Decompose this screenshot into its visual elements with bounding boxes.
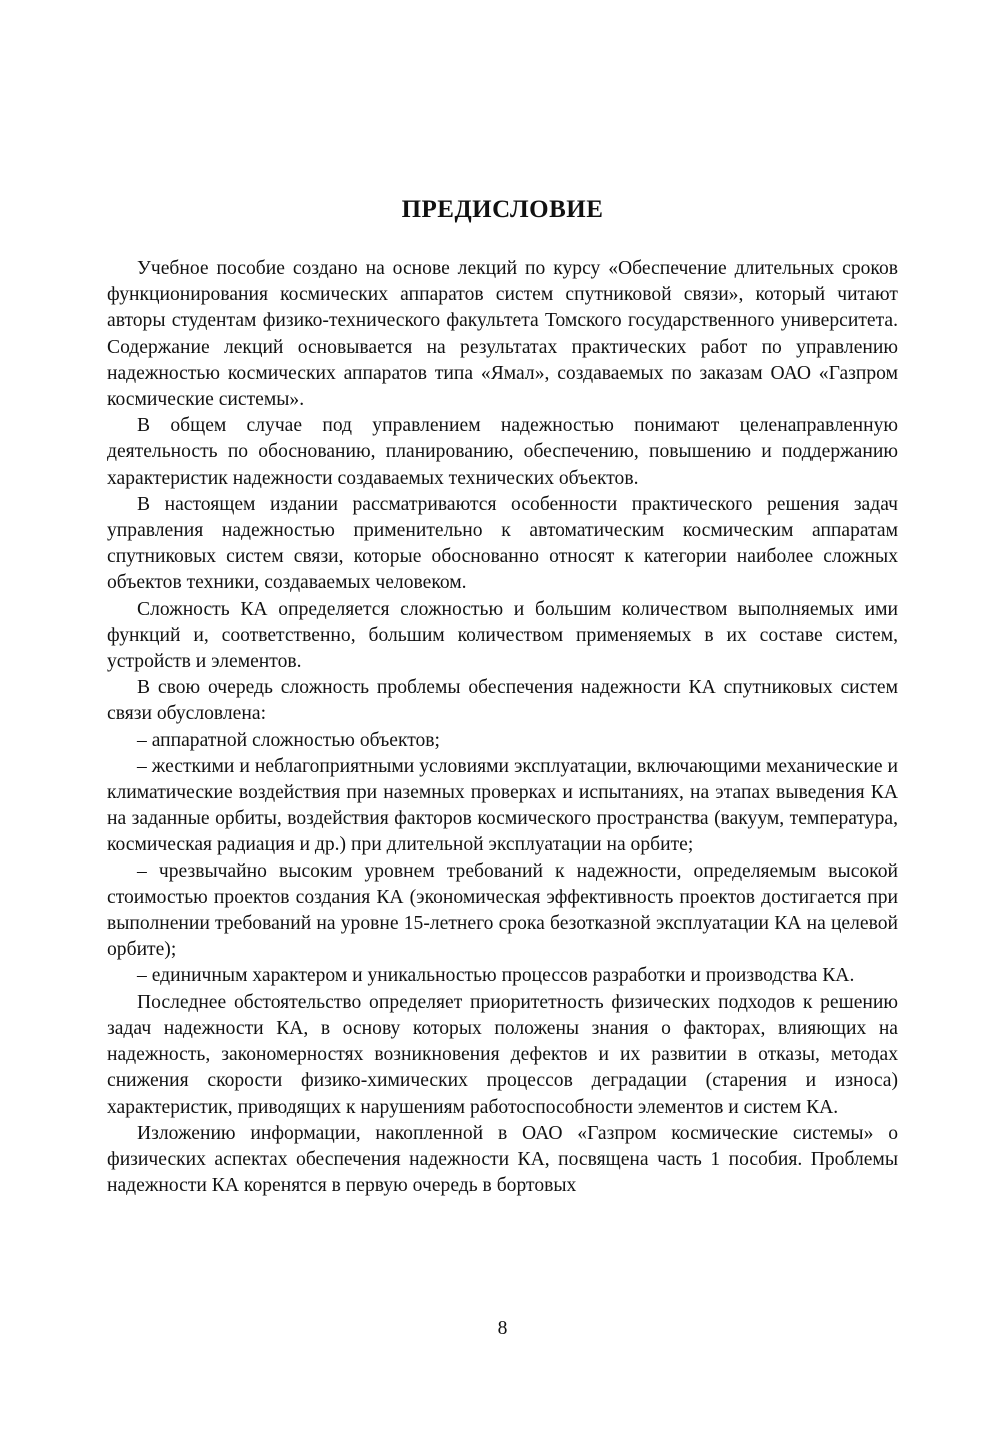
paragraph-current-edition: В настоящем издании рассматриваются особенности практического решения задач управления надежностью применительно к автоматическим космическим аппаратам спутниковых систем связи, которые обоснованно относят к категории наиболее сложных объектов техники, создаваемых человеком. <box>107 493 898 594</box>
paragraph-part-one: Изложению информации, накопленной в ОАО «Газпром космические системы» о физических аспектах обеспечения надежности КА, посвящена часть 1 пособия. Проблемы надежности КА коренятся в первую очередь в бортовых <box>107 1122 898 1197</box>
page-number: 8 <box>497 1318 508 1339</box>
paragraph-reliability-management: В общем случае под управлением надежностью понимают целенаправленную деятельность по обоснованию, планированию, обеспечению, повышению и поддержанию характеристик надежности создаваемых технических объектов. <box>107 415 898 489</box>
list-item-hardware-complexity: – аппаратной сложностью объектов; <box>137 729 441 751</box>
body-text <box>107 256 898 1199</box>
list-item-unique-processes: – единичным характером и уникальностью процессов разработки и производства КА. <box>137 965 855 987</box>
section-title: ПРЕДИСЛОВИЕ <box>401 196 604 223</box>
paragraph-intro: Учебное пособие создано на основе лекций по курсу «Обеспечение длительных сроков функционирования космических аппаратов систем спутниковой связи», который читают авторы студентам физико-технического факультета Томского государственного университета. Содержание лекций основывается на результатах практических работ по управлению надежностью космических аппаратов типа «Ямал», создаваемых по заказам ОАО «Газпром космические системы». <box>107 258 898 411</box>
paragraph-complexity: Сложность КА определяется сложностью и большим количеством выполняемых ими функций и, соответственно, большим количеством применяемых в их составе систем, устройств и элементов. <box>107 598 898 673</box>
list-item-high-requirements: – чрезвычайно высоким уровнем требований к надежности, определяемым высокой стоимостью проектов создания КА (экономическая эффективность проектов достигается при выполнении требований на уровне 15-летнего срока безотказной эксплуатации КА на целевой орбите); <box>107 860 898 961</box>
paragraph-complexity-causes: В свою очередь сложность проблемы обеспечения надежности КА спутниковых систем связи обусловлена: <box>107 677 898 725</box>
list-item-harsh-conditions: – жесткими и неблагоприятными условиями эксплуатации, включающими механические и климатические воздействия при наземных проверках и испытаниях, на этапах выведения КА на заданные орбиты, воздействия факторов космического пространства (вакуум, температура, космическая радиация и др.) при длительной эксплуатации на орбите; <box>107 755 898 856</box>
paragraph-physical-approaches: Последнее обстоятельство определяет приоритетность физических подходов к решению задач надежности КА, в основу которых положены знания о факторах, влияющих на надежность, закономерностях возникновения дефектов и их развитии в отказы, методах снижения скорости физико-химических процессов деградации (старения и износа) характеристик, приводящих к нарушениям работоспособности элементов и систем КА. <box>107 991 898 1118</box>
